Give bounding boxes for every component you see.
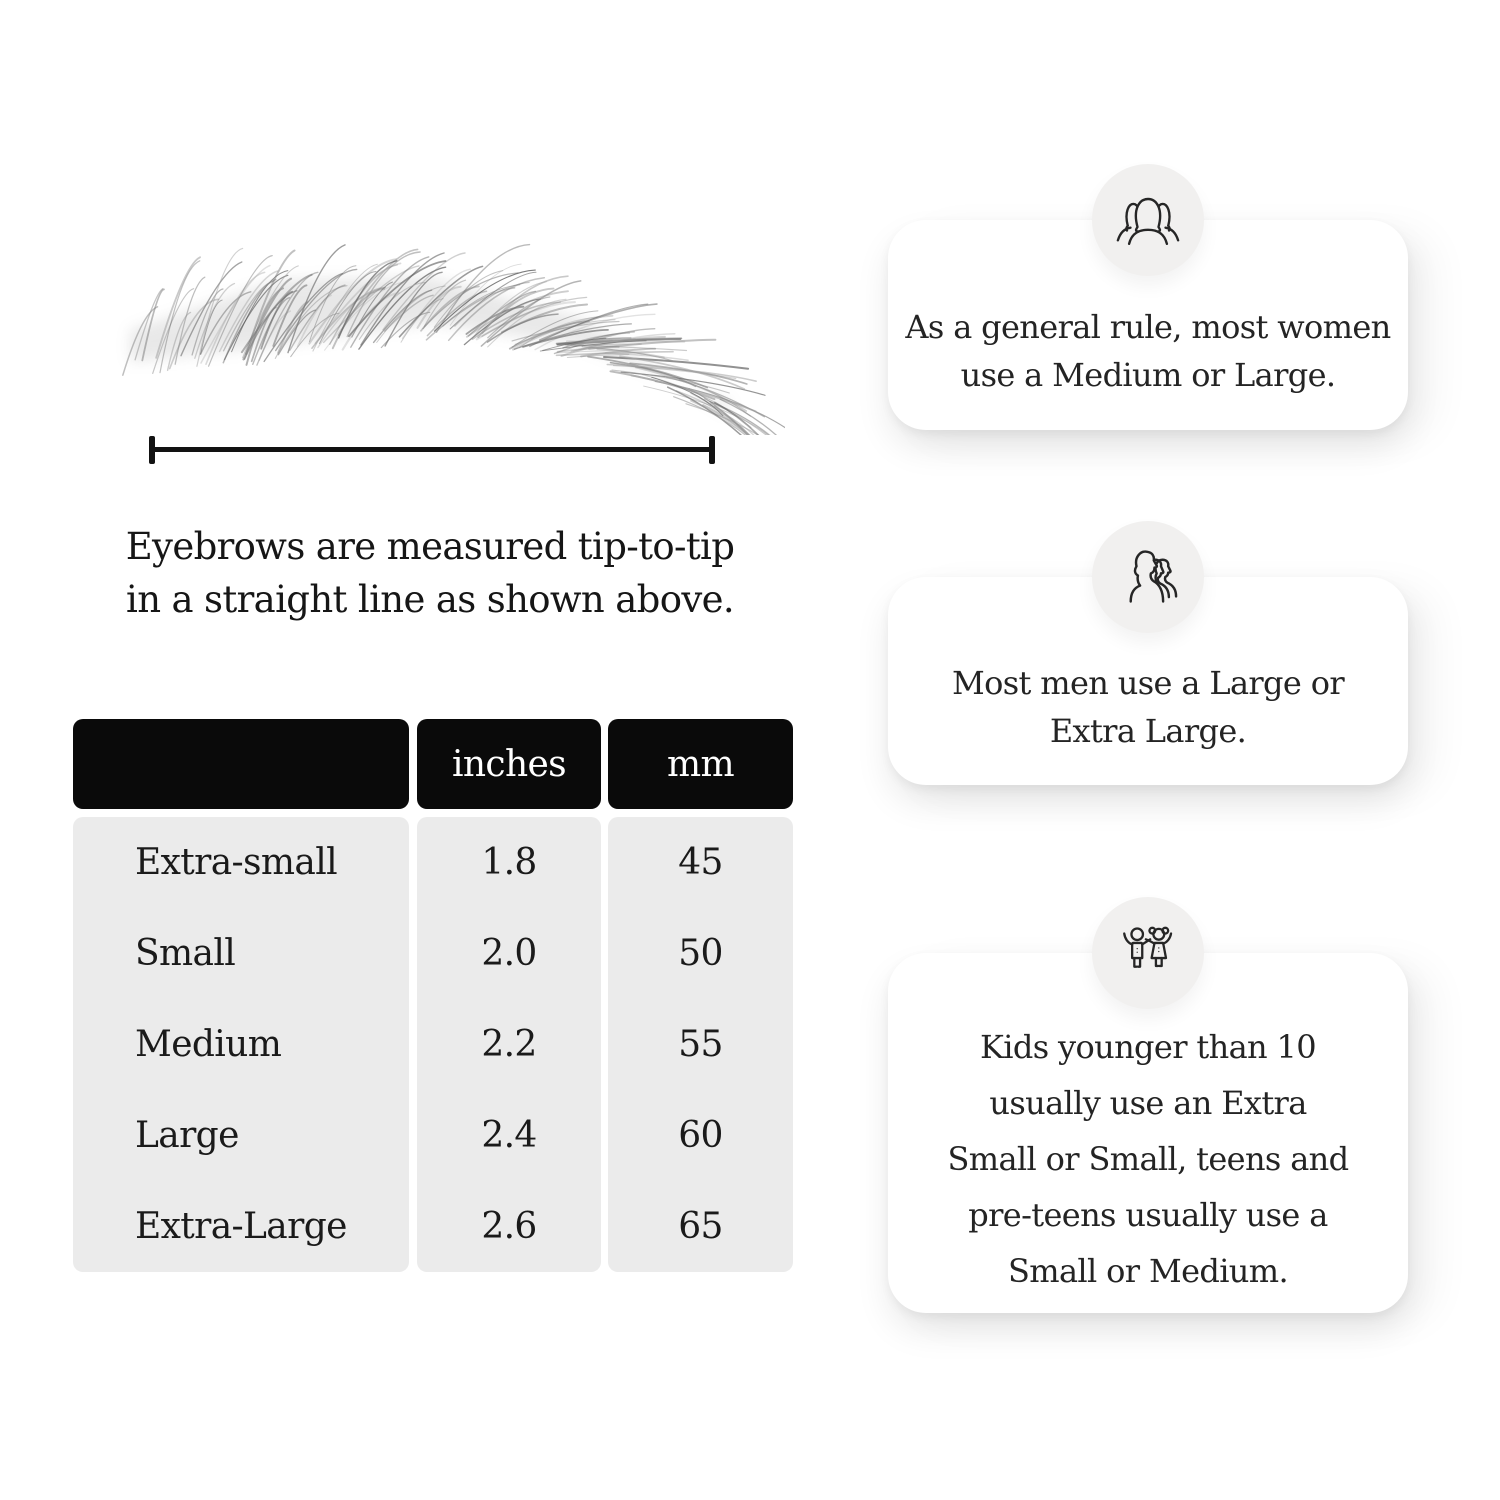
table-cell-mm: 65 <box>678 1206 723 1247</box>
info-card-kids <box>888 953 1408 1313</box>
measurement-line-left-cap <box>149 436 155 464</box>
card-icon-circle <box>1092 521 1204 633</box>
table-cell-size-name: Extra-Large <box>135 1206 347 1247</box>
card-text-line: use a Medium or Large. <box>960 356 1336 394</box>
info-card-men <box>888 577 1408 785</box>
table-cell-inches: 2.0 <box>481 933 537 974</box>
caption-line-1: Eyebrows are measured tip-to-tip <box>125 525 735 568</box>
table-header-sizes <box>73 719 409 809</box>
table-cell-inches: 2.2 <box>481 1024 537 1065</box>
table-cell-size-name: Large <box>135 1115 239 1156</box>
men-group-icon <box>1112 541 1184 613</box>
table-cell-mm: 60 <box>678 1115 723 1156</box>
table-header-mm: mm <box>608 719 793 809</box>
card-text-line: Kids younger than 10 <box>980 1028 1316 1066</box>
card-text-line: usually use an Extra <box>989 1084 1307 1122</box>
card-text-kids <box>888 967 1408 1299</box>
table-body-inches <box>417 817 601 1272</box>
table-column-inches <box>417 719 601 1272</box>
table-body-sizes <box>73 817 409 1272</box>
table-cell-size-name: Medium <box>135 1024 282 1065</box>
card-text-line: pre-teens usually use a <box>968 1196 1328 1234</box>
eyebrow-illustration <box>115 235 785 435</box>
table-body-mm <box>608 817 793 1272</box>
table-cell-inches: 2.4 <box>481 1115 537 1156</box>
women-group-icon <box>1113 185 1183 255</box>
measurement-line-right-cap <box>709 436 715 464</box>
table-column-mm <box>608 719 793 1272</box>
measurement-caption <box>118 520 742 626</box>
table-cell-size-name: Extra-small <box>135 842 337 883</box>
card-icon-circle <box>1092 897 1204 1009</box>
size-chart-table <box>73 719 793 1272</box>
table-cell-inches: 2.6 <box>481 1206 537 1247</box>
table-column-sizes <box>73 719 409 1272</box>
table-cell-mm: 50 <box>678 933 723 974</box>
table-cell-mm: 45 <box>678 842 723 883</box>
card-icon-circle <box>1092 164 1204 276</box>
card-text-line: Small or Medium. <box>1007 1252 1289 1290</box>
table-cell-mm: 55 <box>678 1024 723 1065</box>
measurement-line <box>149 436 715 464</box>
measurement-line-bar <box>152 447 712 452</box>
card-text-line: Most men use a Large or <box>952 664 1344 702</box>
children-icon <box>1112 917 1184 989</box>
info-card-women <box>888 220 1408 430</box>
caption-line-2: in a straight line as shown above. <box>126 578 734 621</box>
card-text-line: Extra Large. <box>1049 712 1247 750</box>
card-text-line: Small or Small, teens and <box>947 1140 1349 1178</box>
table-header-inches: inches <box>417 719 601 809</box>
table-cell-size-name: Small <box>135 933 236 974</box>
card-text-line: As a general rule, most women <box>905 308 1391 346</box>
table-cell-inches: 1.8 <box>481 842 537 883</box>
